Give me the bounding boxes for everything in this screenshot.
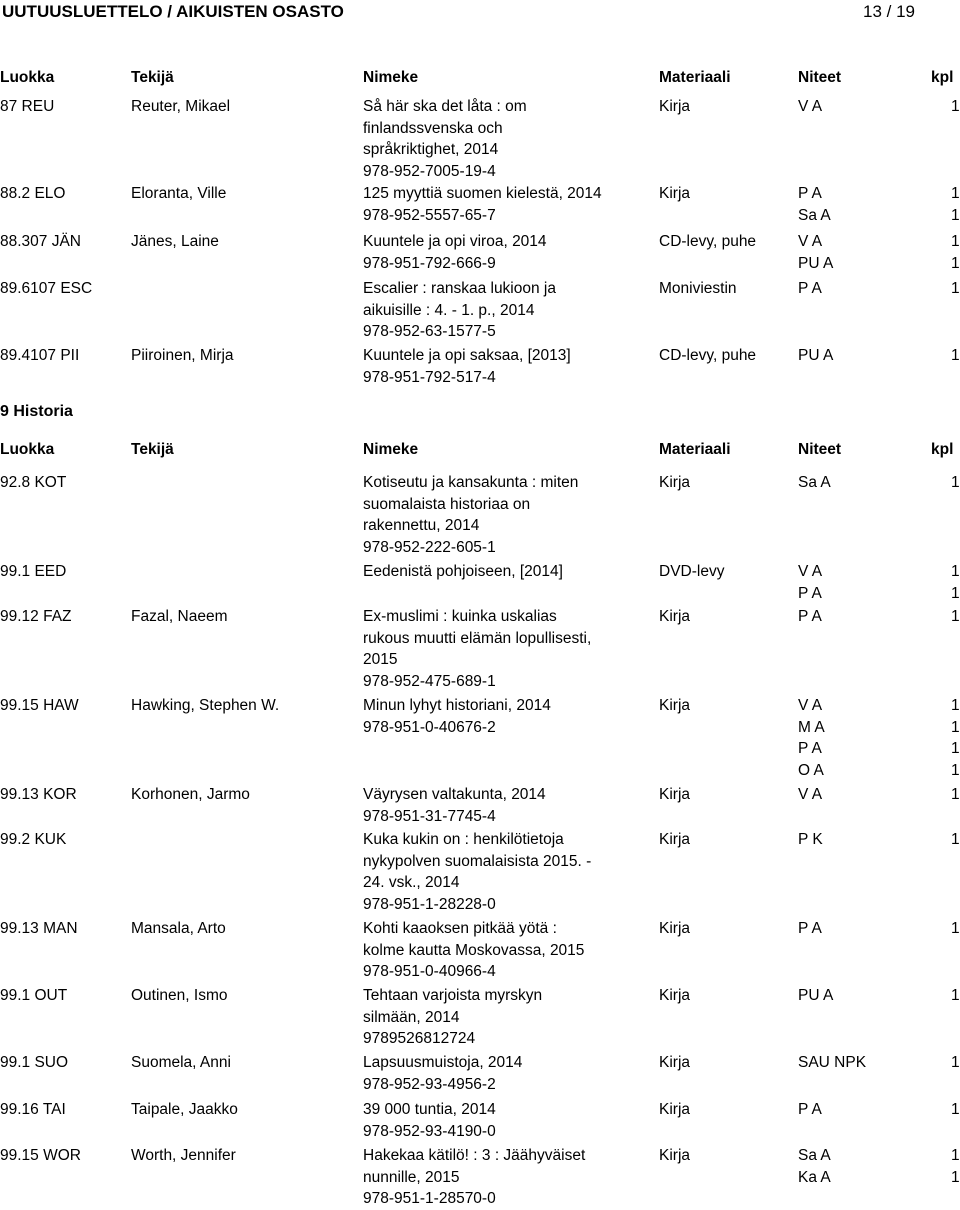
entry-materiaali: CD-levy, puhe	[659, 347, 757, 364]
entry-materiaali: Kirja	[659, 786, 691, 803]
entry-materiaali: Kirja	[659, 1054, 691, 1071]
entry-tekija: Suomela, Anni	[131, 1054, 231, 1071]
entry-materiaali: Kirja	[659, 98, 691, 115]
entry-nimeke: Så här ska det låta : om finlandssvenska och språkriktighet, 2014 978-952-7005-19-4	[363, 98, 527, 180]
entry-materiaali: Kirja	[659, 920, 691, 937]
col-kpl: kpl	[931, 441, 954, 458]
col-niteet: Niteet	[798, 69, 842, 86]
page-number: 13 / 19	[863, 2, 915, 21]
entry-tekija: Jänes, Laine	[131, 233, 219, 250]
entry-kpl: 1	[951, 474, 960, 491]
entry-niteet: Sa A	[798, 474, 831, 491]
entry-nimeke: Kohti kaaoksen pitkää yötä : kolme kautta Moskovassa, 2015 978-951-0-40966-4	[363, 920, 585, 981]
entry-niteet: P A	[798, 1101, 822, 1118]
entry-niteet: P K	[798, 831, 823, 848]
entry-niteet: PU A	[798, 347, 834, 364]
entry-materiaali: Kirja	[659, 1147, 691, 1164]
entry-nimeke: Väyrysen valtakunta, 2014 978-951-31-7745-4	[363, 786, 546, 825]
entry-niteet: V A P A	[798, 563, 823, 602]
entry-kpl: 1 1	[951, 233, 960, 272]
entry-nimeke: 125 myyttiä suomen kielestä, 2014 978-952-5557-65-7	[363, 185, 602, 224]
entry-nimeke: Ex-muslimi : kuinka uskalias rukous muutti elämän lopullisesti, 2015 978-952-475-689-1	[363, 608, 592, 690]
column-headers	[0, 441, 960, 463]
entry-niteet: PU A	[798, 987, 834, 1004]
entry-luokka: 99.13 MAN	[0, 920, 78, 937]
entry-kpl: 1 1	[951, 563, 960, 602]
entry-nimeke: Tehtaan varjoista myrskyn silmään, 2014 9789526812724	[363, 987, 543, 1048]
entry-tekija: Fazal, Naeem	[131, 608, 228, 625]
entry-nimeke: Kuuntele ja opi viroa, 2014 978-951-792-666-9	[363, 233, 547, 272]
entry-materiaali: CD-levy, puhe	[659, 233, 757, 250]
entry-kpl: 1	[951, 347, 960, 364]
entry-niteet: V A	[798, 786, 823, 803]
entry-luokka: 89.6107 ESC	[0, 280, 93, 297]
entry-luokka: 92.8 KOT	[0, 474, 67, 491]
entry-tekija: Worth, Jennifer	[131, 1147, 236, 1164]
entry-niteet: V A PU A	[798, 233, 834, 272]
section-heading: 9 Historia	[0, 403, 73, 420]
entry-materiaali: Moniviestin	[659, 280, 737, 297]
col-niteet: Niteet	[798, 441, 842, 458]
entry-luokka: 99.12 FAZ	[0, 608, 72, 625]
entry-materiaali: Kirja	[659, 831, 691, 848]
entry-luokka: 88.307 JÄN	[0, 233, 81, 250]
entry-materiaali: Kirja	[659, 185, 691, 202]
entry-kpl: 1	[951, 280, 960, 297]
col-nimeke: Nimeke	[363, 69, 419, 86]
entry-kpl: 1 1	[951, 1147, 960, 1186]
entry-nimeke: Kuuntele ja opi saksaa, [2013] 978-951-792-517-4	[363, 347, 571, 386]
entry-kpl: 1	[951, 920, 960, 937]
column-headers	[0, 69, 960, 91]
entry-niteet: Sa A Ka A	[798, 1147, 831, 1186]
entry-niteet: P A	[798, 280, 822, 297]
entry-materiaali: DVD-levy	[659, 563, 725, 580]
entry-luokka: 99.15 WOR	[0, 1147, 81, 1164]
entry-kpl: 1	[951, 987, 960, 1004]
entry-tekija: Korhonen, Jarmo	[131, 786, 250, 803]
entry-niteet: V A	[798, 98, 823, 115]
entry-luokka: 99.13 KOR	[0, 786, 77, 803]
entry-nimeke: Hakekaa kätilö! : 3 : Jäähyväiset nunnille, 2015 978-951-1-28570-0	[363, 1147, 586, 1208]
col-luokka: Luokka	[0, 441, 55, 458]
entry-luokka: 99.1 SUO	[0, 1054, 69, 1071]
entry-nimeke: Minun lyhyt historiani, 2014 978-951-0-40676-2	[363, 697, 551, 736]
entry-nimeke: Kuka kukin on : henkilötietoja nykypolven suomalaisista 2015. - 24. vsk., 2014 978-951-1-28228-0	[363, 831, 592, 913]
entry-niteet: SAU NPK	[798, 1054, 867, 1071]
entry-kpl: 1	[951, 98, 960, 115]
entry-materiaali: Kirja	[659, 608, 691, 625]
entry-niteet: P A	[798, 920, 822, 937]
entry-luokka: 99.1 EED	[0, 563, 67, 580]
entry-luokka: 99.16 TAI	[0, 1101, 66, 1118]
entry-kpl: 1	[951, 786, 960, 803]
col-tekija: Tekijä	[131, 441, 174, 458]
entry-nimeke: Escalier : ranskaa lukioon ja aikuisille : 4. - 1. p., 2014 978-952-63-1577-5	[363, 280, 556, 341]
entry-niteet: P A Sa A	[798, 185, 831, 224]
col-luokka: Luokka	[0, 69, 55, 86]
entry-nimeke: Eedenistä pohjoiseen, [2014]	[363, 563, 563, 580]
entry-luokka: 88.2 ELO	[0, 185, 66, 202]
col-kpl: kpl	[931, 69, 954, 86]
entry-materiaali: Kirja	[659, 697, 691, 714]
entry-kpl: 1 1 1 1	[951, 697, 960, 779]
entry-tekija: Hawking, Stephen W.	[131, 697, 280, 714]
entry-materiaali: Kirja	[659, 987, 691, 1004]
entry-materiaali: Kirja	[659, 1101, 691, 1118]
entry-niteet: V A M A P A O A	[798, 697, 825, 779]
entry-kpl: 1	[951, 1054, 960, 1071]
col-tekija: Tekijä	[131, 69, 174, 86]
entry-kpl: 1	[951, 608, 960, 625]
entry-kpl: 1	[951, 1101, 960, 1118]
col-materiaali: Materiaali	[659, 69, 731, 86]
entry-tekija: Piiroinen, Mirja	[131, 347, 234, 364]
entry-luokka: 99.15 HAW	[0, 697, 79, 714]
entry-nimeke: 39 000 tuntia, 2014 978-952-93-4190-0	[363, 1101, 496, 1140]
col-nimeke: Nimeke	[363, 441, 419, 458]
entry-luokka: 99.2 KUK	[0, 831, 67, 848]
entry-tekija: Eloranta, Ville	[131, 185, 227, 202]
entry-luokka: 87 REU	[0, 98, 55, 115]
entry-luokka: 99.1 OUT	[0, 987, 68, 1004]
entry-materiaali: Kirja	[659, 474, 691, 491]
entry-kpl: 1 1	[951, 185, 960, 224]
entry-tekija: Mansala, Arto	[131, 920, 226, 937]
entry-tekija: Taipale, Jaakko	[131, 1101, 238, 1118]
entry-kpl: 1	[951, 831, 960, 848]
entry-niteet: P A	[798, 608, 822, 625]
entry-tekija: Outinen, Ismo	[131, 987, 228, 1004]
entry-nimeke: Kotiseutu ja kansakunta : miten suomalaista historiaa on rakennettu, 2014 978-952-222-605-1	[363, 474, 579, 556]
entry-tekija: Reuter, Mikael	[131, 98, 231, 115]
col-materiaali: Materiaali	[659, 441, 731, 458]
page-title: UUTUUSLUETTELO / AIKUISTEN OSASTO	[2, 2, 344, 21]
entry-luokka: 89.4107 PII	[0, 347, 80, 364]
entry-nimeke: Lapsuusmuistoja, 2014 978-952-93-4956-2	[363, 1054, 523, 1093]
